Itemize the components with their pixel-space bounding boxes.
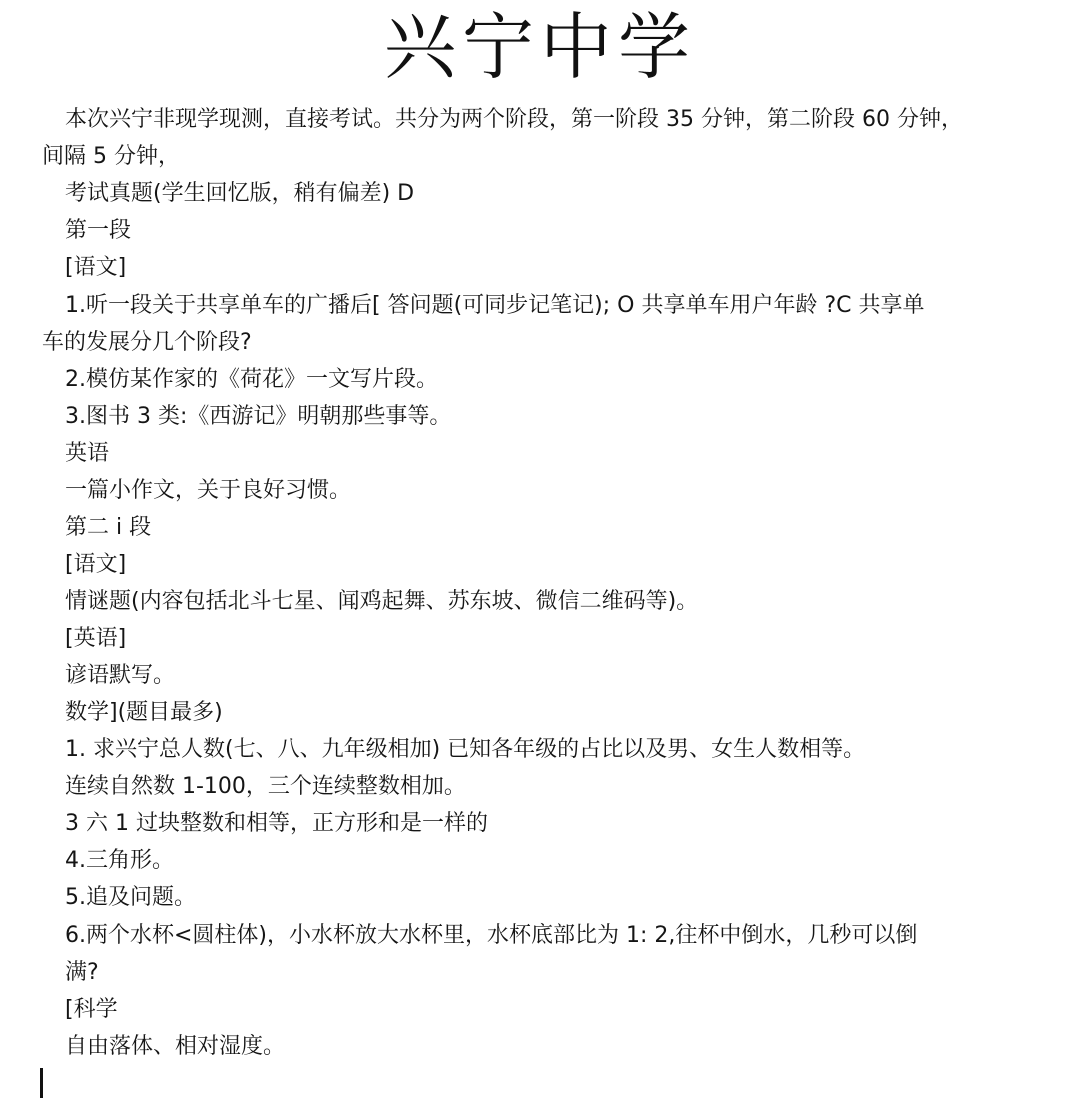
math-item-1: 1. 求兴宁总人数(七、八、九年级相加) 已知各年级的占比以及男、女生人数相等。 <box>65 737 866 762</box>
subject-heading-english: 英语 <box>65 441 110 466</box>
subject-heading-chinese: [语文] <box>65 255 127 280</box>
page-title: 兴宁中学 <box>383 5 696 89</box>
math-item-4: 4.三角形。 <box>65 848 174 873</box>
subject-heading-english-2: [英语] <box>65 626 127 651</box>
chinese-2-item-1: 情谜题(内容包括北斗七星、闻鸡起舞、苏东坡、微信二维码等)。 <box>65 589 699 614</box>
math-item-6: 6.两个水杯<圆柱体)，小水杯放大水杯里，水杯底部比为 1: 2,往杯中倒水，几秒可以倒 <box>65 923 918 948</box>
subject-heading-chinese-2: [语文] <box>65 552 127 577</box>
subject-heading-math: 数学](题目最多) <box>65 700 223 725</box>
chinese-item-3: 3.图书 3 类:《西游记》明朝那些事等。 <box>65 404 452 429</box>
text-cursor <box>40 1068 43 1098</box>
chinese-item-1: 1.听一段关于共享单车的广播后[ 答问题(可同步记笔记); O 共享单车用户年龄 ?C 共享单 <box>65 293 925 318</box>
math-item-2: 连续自然数 1-100，三个连续整数相加。 <box>65 774 466 799</box>
english-item-1: 一篇小作文，关于良好习惯。 <box>65 478 352 503</box>
science-item-1: 自由落体、相对湿度。 <box>65 1034 286 1059</box>
math-item-6-cont: 满? <box>65 960 99 985</box>
section-heading-part-one: 第一段 <box>65 218 132 243</box>
subject-heading-science: [科学 <box>65 997 118 1022</box>
math-item-3: 3 六 1 过块整数和相等，正方形和是一样的 <box>65 811 488 836</box>
chinese-item-1-cont: 车的发展分几个阶段? <box>42 330 252 355</box>
chinese-item-2: 2.模仿某作家的《荷花》一文写片段。 <box>65 367 438 392</box>
section-heading-part-two: 第二 i 段 <box>65 515 152 540</box>
intro-line-2: 间隔 5 分钟， <box>42 144 180 169</box>
english-2-item-1: 谚语默写。 <box>65 663 176 688</box>
exam-note: 考试真题(学生回忆版，稍有偏差) D <box>65 181 415 206</box>
math-item-5: 5.追及问题。 <box>65 885 196 910</box>
intro-line-1: 本次兴宁非现学现测，直接考试。共分为两个阶段，第一阶段 35 分钟，第二阶段 60 分钟， <box>65 107 963 132</box>
